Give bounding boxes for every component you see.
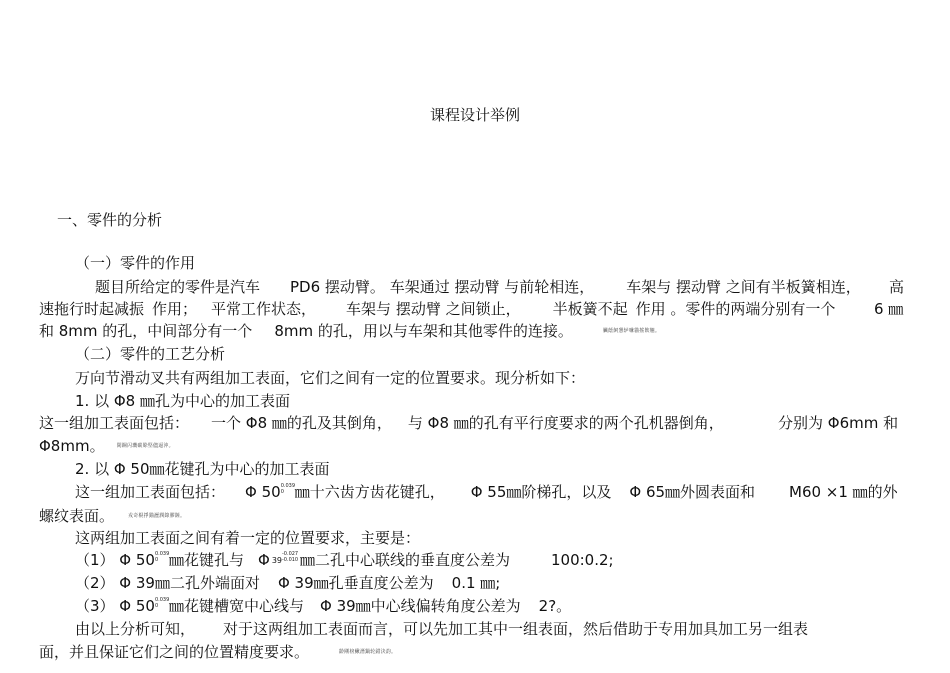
paragraph-line bbox=[75, 483, 755, 501]
text-run: 这一组加工表面包括： bbox=[75, 483, 226, 501]
text-run: （2） Φ 39㎜二孔外端面对 bbox=[75, 574, 260, 592]
paragraph-line bbox=[39, 414, 724, 432]
text-run: Φ8mm。 bbox=[39, 437, 105, 455]
text-run: 对于这两组加工表面而言，可以先加工其中一组表面，然后借助于专用加具加工另一组表 bbox=[223, 620, 809, 638]
text-run: M60 ×1 ㎜的外 bbox=[789, 483, 898, 501]
tolerance-upper: 0.039 bbox=[154, 597, 170, 603]
text-run: 分别为 Φ6mm 和 bbox=[778, 414, 899, 432]
text-run: Φ 55㎜阶梯孔，以及 bbox=[470, 483, 612, 501]
text-run: Φ 65㎜外圆表面和 bbox=[629, 483, 756, 501]
requirement-line bbox=[75, 551, 510, 569]
text-run: 作用； bbox=[152, 300, 198, 318]
text-run: 作用 。零件的两端分别有一个 bbox=[635, 300, 836, 318]
paragraph-line bbox=[39, 643, 396, 661]
requirement-line bbox=[75, 574, 500, 592]
text-run: ㎜花键槽宽中心线与 bbox=[168, 597, 304, 615]
text-run: ㎜二孔中心联线的垂直度公差为 bbox=[300, 551, 511, 569]
text-run: 螺纹表面。 bbox=[39, 507, 115, 525]
tolerance-lower: -0.010 bbox=[282, 557, 299, 563]
tiny-hidden-text: 臟蔭飼懇轳嗛貓搖飲翹。 bbox=[602, 327, 661, 334]
requirement-line bbox=[75, 597, 571, 615]
tolerance-lower: 0 bbox=[154, 603, 159, 609]
text-run: 与 Φ8 ㎜的孔有平行度要求的两个孔机器倒角， bbox=[407, 414, 724, 432]
tiny-hidden-text: 齡剛榜鰍潛鍋轮錯決韵。 bbox=[339, 648, 397, 655]
paragraph-line bbox=[39, 507, 185, 525]
paragraph-line bbox=[39, 300, 835, 318]
text-run: 高 bbox=[889, 278, 905, 296]
paragraph-line bbox=[39, 437, 174, 455]
paragraph-line bbox=[75, 620, 808, 638]
text-run: Φ 39㎜孔垂直度公差为 bbox=[277, 574, 434, 592]
tolerance-mark bbox=[282, 551, 300, 565]
tiny-hidden-text: 戎奇棍掙錨瀝潤錄膠鏟。 bbox=[128, 512, 186, 519]
subsection-heading-function: （一）零件的作用 bbox=[75, 254, 196, 272]
text-run: （3） Φ 50 bbox=[75, 597, 155, 615]
text-run: 面，并且保证它们之间的位置精度要求。 bbox=[39, 643, 310, 661]
tolerance-mark bbox=[155, 597, 169, 611]
text-run: 由以上分析可知， bbox=[75, 620, 196, 638]
text-run: 车架与 摆动臂 之间锁止， bbox=[346, 300, 521, 318]
section-heading: 一、零件的分析 bbox=[57, 211, 163, 229]
text-run: Φ bbox=[258, 551, 270, 569]
list-item-heading: 2. 以 Φ 50㎜花键孔为中心的加工表面 bbox=[75, 460, 330, 478]
tolerance-upper: 0.039 bbox=[280, 483, 296, 489]
list-item-heading: 1. 以 Φ8 ㎜孔为中心的加工表面 bbox=[75, 392, 290, 410]
tolerance-mark bbox=[281, 483, 295, 497]
text-run: 和 8mm 的孔，中间部分有一个 bbox=[39, 322, 253, 340]
text-run: 速拖行时起减振 bbox=[39, 300, 145, 318]
text-run: ㎜十六齿方齿花键孔， bbox=[294, 483, 445, 501]
text-run: 这一组加工表面包括： bbox=[39, 414, 190, 432]
tolerance-lower: 0 bbox=[154, 557, 159, 563]
text-run: 一个 Φ8 ㎜的孔及其倒角， bbox=[211, 414, 392, 432]
paragraph-line bbox=[39, 322, 660, 340]
text-run: ㎜花键孔与 bbox=[168, 551, 244, 569]
paragraph-line: 这两组加工表面之间有着一定的位置要求，主要是： bbox=[75, 529, 421, 547]
text-run: 100:0.2; bbox=[551, 551, 614, 569]
text-run: 8mm 的孔，用以与车架和其他零件的连接。 bbox=[274, 322, 573, 340]
text-run: 6 ㎜ bbox=[874, 300, 904, 318]
text-run: 题目所给定的零件是汽车 bbox=[95, 278, 261, 296]
text-run: （1） Φ 50 bbox=[75, 551, 155, 569]
tolerance-upper: 0.039 bbox=[154, 551, 170, 557]
text-run: PD6 摆动臂。 车架通过 摆动臂 与前轮相连， bbox=[290, 278, 595, 296]
paragraph-line bbox=[95, 278, 861, 296]
text-run: 2?。 bbox=[538, 597, 572, 615]
text-run: 0.1 ㎜; bbox=[451, 574, 501, 592]
subsection-heading-process: （二）零件的工艺分析 bbox=[75, 345, 226, 363]
paragraph-line: 万向节滑动叉共有两组加工表面，它们之间有一定的位置要求。现分析如下： bbox=[75, 369, 586, 387]
text-run: Φ 39㎜中心线偏转角度公差为 bbox=[320, 597, 521, 615]
tolerance-mark bbox=[155, 551, 169, 565]
text-run: 平常工作状态， bbox=[211, 300, 317, 318]
text-run: Φ 50 bbox=[245, 483, 281, 501]
text-run: 半板簧不起 bbox=[552, 300, 628, 318]
document-title: 课程设计举例 bbox=[429, 106, 520, 124]
tolerance-lower: 0 bbox=[280, 489, 284, 495]
tiny-hidden-text: 閑鋼闪璣碳賒堅儘逼沖。 bbox=[116, 442, 174, 449]
text-run: 39 bbox=[271, 555, 282, 565]
text-run: 车架与 摆动臂 之间有半板簧相连， bbox=[626, 278, 861, 296]
tolerance-upper: -0.027 bbox=[282, 551, 299, 557]
